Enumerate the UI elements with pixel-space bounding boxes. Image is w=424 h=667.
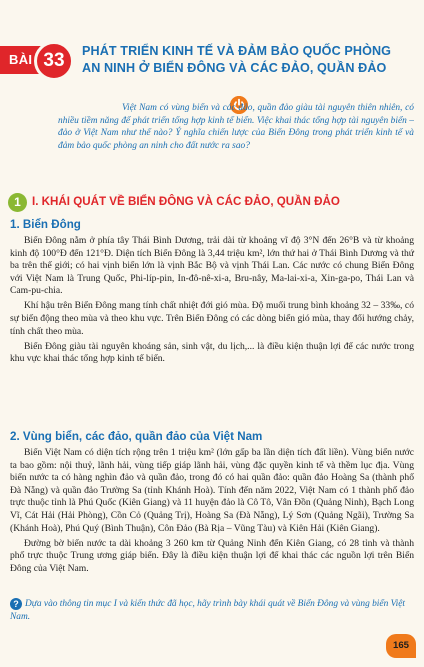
- subsection-title-1: 1. Biển Đông: [10, 218, 81, 231]
- section-title: I. KHÁI QUÁT VỀ BIỂN ĐÔNG VÀ CÁC ĐẢO, QUẦN ĐẢO: [32, 195, 340, 208]
- question-icon: ?: [10, 598, 22, 610]
- intro-text: Việt Nam có vùng biển và các đảo, quần đảo giàu tài nguyên thiên nhiên, có nhiều tiềm năng để phát triển tổng hợp kinh tế biển. Việc khai thác tổng hợp tài nguyên biển – đảo ở Việt Nam như thế nào? Ý nghĩa chiến lược của Biển Đông trong phát triển kinh tế và đảm bảo quốc phòng an ninh cho đất nước ra sao?: [58, 103, 414, 151]
- lesson-title-line2: AN NINH Ở BIỂN ĐÔNG VÀ CÁC ĐẢO, QUẦN ĐẢO: [82, 61, 387, 75]
- lesson-title: [82, 43, 418, 77]
- intro-box: [56, 96, 416, 180]
- question-text: Dựa vào thông tin mục I và kiến thức đã học, hãy trình bày khái quát về Biển Đông và vùng biển Việt Nam.: [10, 599, 406, 622]
- question-box: [10, 598, 414, 623]
- paragraph: Khí hậu trên Biển Đông mang tính chất nhiệt đới gió mùa. Độ muối trung bình khoảng 32 – 33‰, có sự biến động theo mùa và theo khu vực. Trên Biển Đông có các dòng biển gió mùa, thay đổi hướng chảy, tính chất theo mùa.: [10, 300, 414, 337]
- subsection-2-body: [10, 447, 414, 578]
- paragraph: Biển Việt Nam có diện tích rộng trên 1 triệu km² (lớn gấp ba lần diện tích đất liền). Vùng biển nước ta bao gồm: nội thuỷ, lãnh hải, vùng tiếp giáp lãnh hải, vùng đặc quyền kinh tế và thềm lục địa. Vùng biển nước ta có hàng nghìn đảo và quần đảo, trong đó có hai quần đảo: quần đảo Hoàng Sa (thành phố Đà Nẵng) và quần đảo Trường Sa (tỉnh Khánh Hoà). Tính đến năm 2022, Việt Nam có 1 thành phố đảo trực thuộc tỉnh là Phú Quốc (Kiên Giang) và 11 huyện đảo là Cô Tô, Vân Đồn (Quảng Ninh), Bạch Long Vĩ, Cát Hải (Hải Phòng), Cồn Cỏ (Quảng Trị), Hoàng Sa (Đà Nẵng), Lý Sơn (Quảng Ngãi), Trường Sa (Khánh Hoà), Phú Quý (Bình Thuận), Côn Đảo (Bà Rịa – Vũng Tàu) và Kiên Hải (Kiên Giang).: [10, 447, 414, 534]
- section-heading-1: [8, 192, 418, 214]
- lesson-number-badge: 33: [34, 41, 74, 81]
- lesson-header: [0, 40, 424, 84]
- paragraph: Biển Đông giàu tài nguyên khoáng sản, sinh vật, du lịch,... là điều kiện thuận lợi để các nước trong khu vực khai thác tổng hợp kinh tế biển.: [10, 340, 414, 365]
- paragraph: Biển Đông nằm ở phía tây Thái Bình Dương, trải dài từ khoảng vĩ độ 3°N đến 26°B và từ khoảng kinh độ 100°Đ đến 121°Đ. Diện tích Biển Đông là 3,44 triệu km², lớn thứ hai ở Thái Bình Dương và thứ ba trên thế giới; có hai vịnh biển lớn là vịnh Bắc Bộ và vịnh Thái Lan. Các nước có chung Biển Đông với Việt Nam là Trung Quốc, Phi-líp-pin, In-đô-nê-xi-a, Bru-nây, Ma-lai-xi-a, Xin-ga-po, Thái Lan và Cam-pu-chia.: [10, 235, 414, 297]
- lesson-title-line1: PHÁT TRIỂN KINH TẾ VÀ ĐẢM BẢO QUỐC PHÒNG: [82, 44, 392, 58]
- subsection-title-2: 2. Vùng biển, các đảo, quần đảo của Việt Nam: [10, 430, 263, 443]
- paragraph: Đường bờ biển nước ta dài khoảng 3 260 km từ Quảng Ninh đến Kiên Giang, có 28 tỉnh và thành phố trực thuộc Trung ương giáp biển. Đây là điều kiện thuận lợi để khai thác các nguồn lợi trên Biển Đông của Việt Nam.: [10, 537, 414, 574]
- subsection-1-body: [10, 235, 414, 368]
- section-number-icon: 1: [8, 193, 27, 212]
- page-number: 165: [386, 634, 416, 658]
- lesson-label: BÀI: [0, 46, 46, 74]
